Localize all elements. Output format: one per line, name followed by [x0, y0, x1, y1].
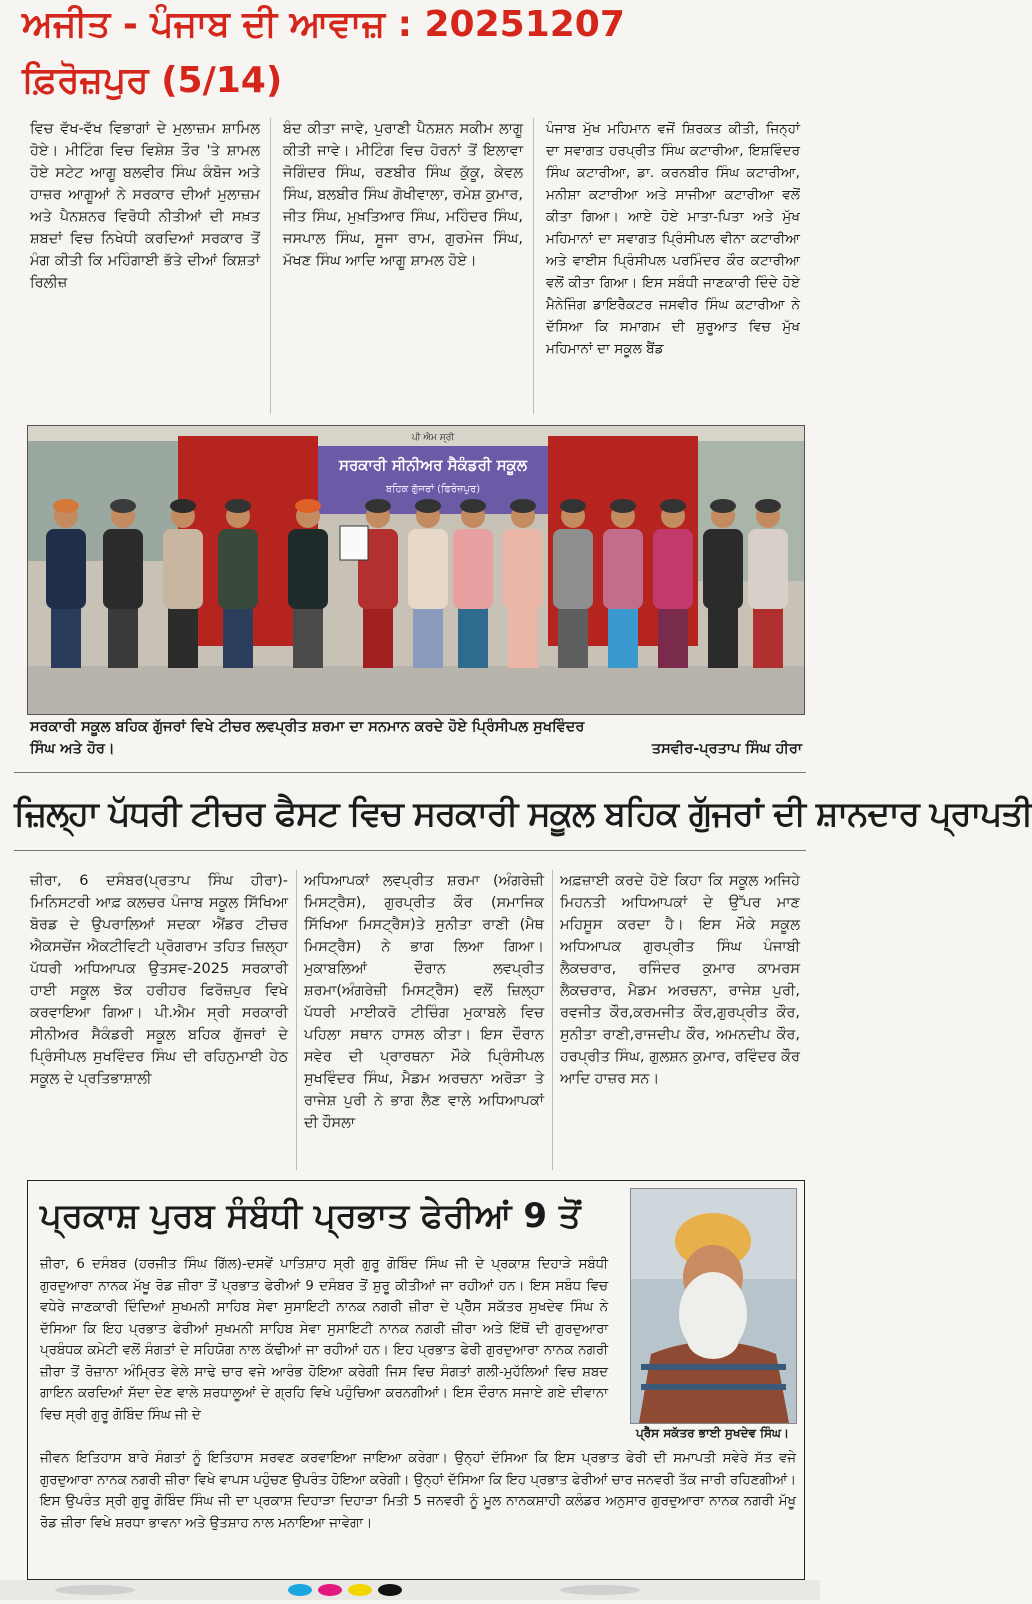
boxed-story-body: ਜ਼ੀਰਾ, 6 ਦਸੰਬਰ (ਹਰਜੀਤ ਸਿੰਘ ਗਿੱਲ)-ਦਸਵੇਂ ਪਾਤਿਸ਼ਾਹ ਸ੍ਰੀ ਗੁਰੂ ਗੋਬਿੰਦ ਸਿੰਘ ਜੀ ਦੇ ਪ੍ਰਕਾਸ਼ ਦਿਹਾੜੇ ਸਬੰਧੀ ਗੁਰਦੁਆਰਾ ਨਾਨਕ ਮੱਖੂ ਰੋਡ ਜ਼ੀਰਾ ਤੋਂ ਪ੍ਰਭਾਤ ਫੇਰੀਆਂ 9 ਦਸੰਬਰ ਤੋਂ ਸ਼ੁਰੂ ਕੀਤੀਆਂ ਜਾ ਰਹੀਆਂ ਹਨ। ਇਸ ਸਬੰਧ ਵਿਚ ਵਧੇਰੇ ਜਾਣਕਾਰੀ ਦਿੰਦਿਆਂ ਸੁਖਮਨੀ ਸਾਹਿਬ ਸੇਵਾ ਸੁਸਾਇਟੀ ਨਾਨਕ ਨਗਰੀ ਜ਼ੀਰਾ ਦੇ ਪ੍ਰੈੱਸ ਸਕੱਤਰ ਸੁਖਦੇਵ ਸਿੰਘ ਨੇ ਦੱਸਿਆ ਕਿ ਇਹ ਪ੍ਰਭਾਤ ਫੇਰੀਆਂ ਸੁਖਮਨੀ ਸਾਹਿਬ ਸੇਵਾ ਸੁਸਾਇਟੀ ਨਾਨਕ ਨਗਰੀ ਜ਼ੀਰਾ ਅਤੇ ਇੱਥੋਂ ਦੀ ਗੁਰਦੁਆਰਾ ਪ੍ਰਬੰਧਕ ਕਮੇਟੀ ਵਲੋਂ ਸੰਗਤਾਂ ਦੇ ਸਹਿਯੋਗ ਨਾਲ ਕੱਢੀਆਂ ਜਾ ਰਹੀਆਂ ਹਨ। ਇਹ ਪ੍ਰਭਾਤ ਫੇਰੀ ਗੁਰਦੁਆਰਾ ਨਾਨਕ ਨਗਰੀ ਜ਼ੀਰਾ ਤੋਂ ਰੋਜ਼ਾਨਾ ਅੰਮ੍ਰਿਤ ਵੇਲੇ ਸਾਢੇ ਚਾਰ ਵਜੇ ਆਰੰਭ ਹੋਇਆ ਕਰੇਗੀ ਜਿਸ ਵਿਚ ਸੰਗਤਾਂ ਗਲੀ-ਮੁਹੱਲਿਆਂ ਵਿਚ ਸ਼ਬਦ ਗਾਇਨ ਕਰਦਿਆਂ ਸੱਦਾ ਦੇਣ ਵਾਲੇ ਸ਼ਰਧਾਲੂਆਂ ਦੇ ਗ੍ਰਹਿ ਵਿਖੇ ਪਹੁੰਚਿਆ ਕਰਨਗੀਆਂ। ਇਸ ਦੌਰਾਨ ਸਜਾਏ ਗਏ ਦੀਵਾਨਾ ਵਿਚ ਸ੍ਰੀ ਗੁਰੂ ਗੋਬਿੰਦ ਸਿੰਘ ਜੀ ਦੇ	[40, 1257, 608, 1423]
article-column-3: ਅਫ਼ਜ਼ਾਈ ਕਰਦੇ ਹੋਏ ਕਿਹਾ ਕਿ ਸਕੂਲ ਅਜਿਹੇ ਮਿਹਨਤੀ ਅਧਿਆਪਕਾਂ ਦੇ ਉੱਪਰ ਮਾਣ ਮਹਿਸੂਸ ਕਰਦਾ ਹੈ। ਇਸ ਮੌਕੇ ਸਕੂਲ ਅਧਿਆਪਕ ਗੁਰਪ੍ਰੀਤ ਸਿੰਘ ਪੰਜਾਬੀ ਲੈਕਚਰਾਰ, ਰਜਿੰਦਰ ਕੁਮਾਰ ਕਾਮਰਸ ਲੈਕਚਰਾਰ, ਮੈਡਮ ਅਰਚਨਾ, ਰਾਜੇਸ਼ ਪੁਰੀ, ਰਵਜੀਤ ਕੌਰ,ਕਰਮਜੀਤ ਕੌਰ,ਗੁਰਪ੍ਰੀਤ ਕੌਰ, ਸੁਨੀਤਾ ਰਾਣੀ,ਰਾਜਦੀਪ ਕੌਰ, ਅਮਨਦੀਪ ਕੌਰ, ਹਰਪ੍ਰੀਤ ਸਿੰਘ, ਗੁਲਸ਼ਨ ਕੁਮਾਰ, ਰਵਿੰਦਰ ਕੌਰ ਆਦਿ ਹਾਜ਼ਰ ਸਨ।	[560, 873, 800, 1087]
edition-label: ਫ਼ਿਰੋਜ਼ਪੁਰ (5/14)	[22, 60, 283, 101]
boxed-story-continuation: ਜੀਵਨ ਇਤਿਹਾਸ ਬਾਰੇ ਸੰਗਤਾਂ ਨੂੰ ਇਤਿਹਾਸ ਸਰਵਣ ਕਰਵਾਇਆ ਜਾਇਆ ਕਰੇਗਾ। ਉਨ੍ਹਾਂ ਦੱਸਿਆ ਕਿ ਇਸ ਪ੍ਰਭਾਤ ਫੇਰੀ ਦੀ ਸਮਾਪਤੀ ਸਵੇਰੇ ਸੱਤ ਵਜੇ ਗੁਰਦੁਆਰਾ ਨਾਨਕ ਨਗਰੀ ਜ਼ੀਰਾ ਵਿਖੇ ਵਾਪਸ ਪਹੁੰਚਣ ਉਪਰੰਤ ਹੋਇਆ ਕਰੇਗੀ। ਉਨ੍ਹਾਂ ਦੱਸਿਆ ਕਿ ਇਹ ਪ੍ਰਭਾਤ ਫੇਰੀਆਂ ਚਾਰ ਜਨਵਰੀ ਤੱਕ ਜਾਰੀ ਰਹਿਣਗੀਆਂ। ਇਸ ਉਪਰੰਤ ਸ੍ਰੀ ਗੁਰੂ ਗੋਬਿੰਦ ਸਿੰਘ ਜੀ ਦਾ ਪ੍ਰਕਾਸ਼ ਦਿਹਾੜਾ ਦਿਹਾੜਾ ਮਿਤੀ 5 ਜਨਵਰੀ ਨੂੰ ਮੂਲ ਨਾਨਕਸ਼ਾਹੀ ਕਲੰਡਰ ਅਨੁਸਾਰ ਗੁਰਦੁਆਰਾ ਨਾਨਕ ਨਗਰੀ ਮੱਖੂ ਰੋਡ ਜ਼ੀਰਾ ਵਿਖੇ ਸ਼ਰਧਾ ਭਾਵਨਾ ਅਤੇ ਉਤਸ਼ਾਹ ਨਾਲ ਮਨਾਇਆ ਜਾਵੇਗਾ।	[40, 1451, 796, 1531]
group-photo-illustration	[28, 426, 804, 714]
top-column-2: ਬੰਦ ਕੀਤਾ ਜਾਵੇ, ਪੁਰਾਣੀ ਪੈਨਸ਼ਨ ਸਕੀਮ ਲਾਗੂ ਕੀਤੀ ਜਾਵੇ। ਮੀਟਿੰਗ ਵਿਚ ਹੋਰਨਾਂ ਤੋਂ ਇਲਾਵਾ ਜੋਗਿੰਦਰ ਸਿੰਘ, ਰਣਬੀਰ ਸਿੰਘ ਕੁੱਕੂ, ਕੇਵਲ ਸਿੰਘ, ਬਲਬੀਰ ਸਿੰਘ ਗੋਖੀਵਾਲਾ, ਰਮੇਸ਼ ਕੁਮਾਰ, ਜੀਤ ਸਿੰਘ, ਮੁਖ਼ਤਿਆਰ ਸਿੰਘ, ਮਹਿੰਦਰ ਸਿੰਘ, ਜਸਪਾਲ ਸਿੰਘ, ਸੂਜਾ ਰਾਮ, ਗੁਰਮੇਜ ਸਿੰਘ, ਮੱਖਣ ਸਿੰਘ ਆਦਿ ਆਗੂ ਸ਼ਾਮਲ ਹੋਏ।	[283, 121, 523, 269]
section-rule	[14, 850, 806, 851]
boxed-story-title: ਪ੍ਰਕਾਸ਼ ਪੁਰਬ ਸੰਬੰਧੀ ਪ੍ਰਭਾਤ ਫੇਰੀਆਂ 9 ਤੋਂ	[40, 1196, 581, 1236]
section-rule	[14, 772, 806, 773]
column-divider	[552, 870, 553, 1170]
top-column-3: ਪੰਜਾਬ ਮੁੱਖ ਮਹਿਮਾਨ ਵਜੋਂ ਸ਼ਿਰਕਤ ਕੀਤੀ, ਜਿਨ੍ਹਾਂ ਦਾ ਸਵਾਗਤ ਹਰਪ੍ਰੀਤ ਸਿੰਘ ਕਟਾਰੀਆ, ਇਸ਼ਵਿੰਦਰ ਸਿੰਘ ਕਟਾਰੀਆ, ਡਾ. ਕਰਨਬੀਰ ਸਿੰਘ ਕਟਾਰੀਆ, ਮਨੀਸ਼ਾ ਕਟਾਰੀਆ ਅਤੇ ਸਾਜੀਆ ਕਟਾਰੀਆ ਵਲੋਂ ਕੀਤਾ ਗਿਆ। ਆਏ ਹੋਏ ਮਾਤਾ-ਪਿਤਾ ਅਤੇ ਮੁੱਖ ਮਹਿਮਾਨਾਂ ਦਾ ਸਵਾਗਤ ਪ੍ਰਿੰਸੀਪਲ ਵੀਨਾ ਕਟਾਰੀਆ ਅਤੇ ਵਾਈਸ ਪ੍ਰਿੰਸੀਪਲ ਪਰਮਿੰਦਰ ਕੌਰ ਕਟਾਰੀਆ ਵਲੋਂ ਕੀਤਾ ਗਿਆ। ਇਸ ਸਬੰਧੀ ਜਾਣਕਾਰੀ ਦਿੰਦੇ ਹੋਏ ਮੈਨੇਜਿੰਗ ਡਾਇਰੈਕਟਰ ਜਸਵੀਰ ਸਿੰਘ ਕਟਾਰੀਆ ਨੇ ਦੱਸਿਆ ਕਿ ਸਮਾਗਮ ਦੀ ਸ਼ੁਰੂਆਤ ਵਿਚ ਮੁੱਖ ਮਹਿਮਾਨਾਂ ਦਾ ਸਕੂਲ ਬੈਂਡ	[546, 121, 800, 357]
certificate	[340, 526, 368, 560]
column-divider	[270, 118, 271, 414]
print-registration-marks	[0, 1580, 820, 1600]
article-column-2: ਅਧਿਆਪਕਾਂ ਲਵਪ੍ਰੀਤ ਸ਼ਰਮਾ (ਅੰਗਰੇਜ਼ੀ ਮਿਸਟ੍ਰੈਸ), ਗੁਰਪ੍ਰੀਤ ਕੌਰ (ਸਮਾਜਿਕ ਸਿੱਖਿਆ ਮਿਸਟ੍ਰੈਸ)ਤੇ ਸੁਨੀਤਾ ਰਾਣੀ (ਮੈਥ ਮਿਸਟ੍ਰੈਸ) ਨੇ ਭਾਗ ਲਿਆ ਗਿਆ। ਮੁਕਾਬਲਿਆਂ ਦੌਰਾਨ ਲਵਪ੍ਰੀਤ ਸ਼ਰਮਾ(ਅੰਗਰੇਜ਼ੀ ਮਿਸਟ੍ਰੈਸ) ਵਲੋਂ ਜ਼ਿਲ੍ਹਾ ਪੱਧਰੀ ਮਾਈਕਰੋ ਟੀਚਿੰਗ ਮੁਕਾਬਲੇ ਵਿਚ ਪਹਿਲਾ ਸਥਾਨ ਹਾਸਲ ਕੀਤਾ। ਇਸ ਦੌਰਾਨ ਸਵੇਰ ਦੀ ਪ੍ਰਾਰਥਨਾ ਮੌਕੇ ਪ੍ਰਿੰਸੀਪਲ ਸੁਖਵਿੰਦਰ ਸਿੰਘ, ਮੈਡਮ ਅਰਚਨਾ ਅਰੋੜਾ ਤੇ ਰਾਜੇਸ਼ ਪੁਰੀ ਨੇ ਭਾਗ ਲੈਣ ਵਾਲੇ ਅਧਿਆਪਕਾਂ ਦੀ ਹੌਸਲਾ	[304, 873, 544, 1131]
banner-small-text: ਪੀ ਐਮ ਸ੍ਰੀ	[411, 433, 455, 443]
masthead-title: ਅਜੀਤ - ਪੰਜਾਬ ਦੀ ਆਵਾਜ਼ : 20251207	[22, 4, 625, 45]
column-divider	[296, 870, 297, 1170]
portrait-illustration	[631, 1189, 796, 1423]
article-headline: ਜ਼ਿਲ੍ਹਾ ਪੱਧਰੀ ਟੀਚਰ ਫੈਸਟ ਵਿਚ ਸਰਕਾਰੀ ਸਕੂਲ ਬਹਿਕ ਗੁੱਜਰਾਂ ਦੀ ਸ਼ਾਨਦਾਰ ਪ੍ਰਾਪਤੀ	[14, 794, 1032, 834]
banner-sub-text: ਬਹਿਕ ਗੁੱਜਰਾਂ (ਫਿਰੋਜ਼ਪੁਰ)	[385, 484, 481, 495]
portrait-photo	[630, 1188, 797, 1424]
top-column-1: ਵਿਚ ਵੱਖ-ਵੱਖ ਵਿਭਾਗਾਂ ਦੇ ਮੁਲਾਜ਼ਮ ਸ਼ਾਮਿਲ ਹੋਏ। ਮੀਟਿੰਗ ਵਿਚ ਵਿਸ਼ੇਸ਼ ਤੌਰ 'ਤੇ ਸ਼ਾਮਲ ਹੋਏ ਸਟੇਟ ਆਗੂ ਬਲਵੀਰ ਸਿੰਘ ਕੰਬੋਜ ਅਤੇ ਹਾਜ਼ਰ ਆਗੂਆਂ ਨੇ ਸਰਕਾਰ ਦੀਆਂ ਮੁਲਾਜ਼ਮ ਅਤੇ ਪੈਨਸ਼ਨਰ ਵਿਰੋਧੀ ਨੀਤੀਆਂ ਦੀ ਸਖ਼ਤ ਸ਼ਬਦਾਂ ਵਿਚ ਨਿਖੇਧੀ ਕਰਦਿਆਂ ਸਰਕਾਰ ਤੋਂ ਮੰਗ ਕੀਤੀ ਕਿ ਮਹਿੰਗਾਈ ਭੱਤੇ ਦੀਆਂ ਕਿਸ਼ਤਾਂ ਰਿਲੀਜ਼	[30, 121, 260, 291]
banner-main-text: ਸਰਕਾਰੀ ਸੀਨੀਅਰ ਸੈਕੰਡਰੀ ਸਕੂਲ	[338, 456, 528, 474]
photo-caption-line1: ਸਰਕਾਰੀ ਸਕੂਲ ਬਹਿਕ ਗੁੱਜਰਾਂ ਵਿਖੇ ਟੀਚਰ ਲਵਪ੍ਰੀਤ ਸ਼ਰਮਾ ਦਾ ਸਨਮਾਨ ਕਰਦੇ ਹੋਏ ਪ੍ਰਿੰਸੀਪਲ ਸੁਖਵਿੰਦਰ	[30, 719, 585, 735]
photo-credit: ਤਸਵੀਰ-ਪ੍ਰਤਾਪ ਸਿੰਘ ਹੀਰਾ	[651, 741, 802, 757]
column-divider	[533, 118, 534, 414]
photo-caption-line2: ਸਿੰਘ ਅਤੇ ਹੋਰ।	[30, 741, 115, 757]
article-column-1: ਜ਼ੀਰਾ, 6 ਦਸੰਬਰ(ਪ੍ਰਤਾਪ ਸਿੰਘ ਹੀਰਾ)-ਮਿਨਿਸਟਰੀ ਆਫ਼ ਕਲਚਰ ਪੰਜਾਬ ਸਕੂਲ ਸਿੱਖਿਆ ਬੋਰਡ ਦੇ ਉਪਰਾਲਿਆਂ ਸਦਕਾ ਐਂਡਰ ਟੀਚਰ ਐਕਸਚੇਂਜ ਐਕਟੀਵਿਟੀ ਪ੍ਰੋਗਰਾਮ ਤਹਿਤ ਜ਼ਿਲ੍ਹਾ ਪੱਧਰੀ ਅਧਿਆਪਕ ਉਤਸਵ-2025 ਸਰਕਾਰੀ ਹਾਈ ਸਕੂਲ ਝੋਕ ਹਰੀਹਰ ਫਿਰੋਜ਼ਪੁਰ ਵਿਖੇ ਕਰਵਾਇਆ ਗਿਆ। ਪੀ.ਐਮ ਸ੍ਰੀ ਸਰਕਾਰੀ ਸੀਨੀਅਰ ਸੈਕੰਡਰੀ ਸਕੂਲ ਬਹਿਕ ਗੁੱਜਰਾਂ ਦੇ ਪ੍ਰਿੰਸੀਪਲ ਸੁਖਵਿੰਦਰ ਸਿੰਘ ਦੀ ਰਹਿਨੁਮਾਈ ਹੇਠ ਸਕੂਲ ਦੇ ਪ੍ਰਤਿਭਾਸ਼ਾਲੀ	[30, 873, 288, 1087]
portrait-caption: ਪ੍ਰੈੱਸ ਸਕੱਤਰ ਭਾਈ ਸੁਖਦੇਵ ਸਿੰਘ।	[635, 1426, 790, 1440]
group-photo	[27, 425, 805, 715]
print-color-bar	[0, 1580, 820, 1600]
